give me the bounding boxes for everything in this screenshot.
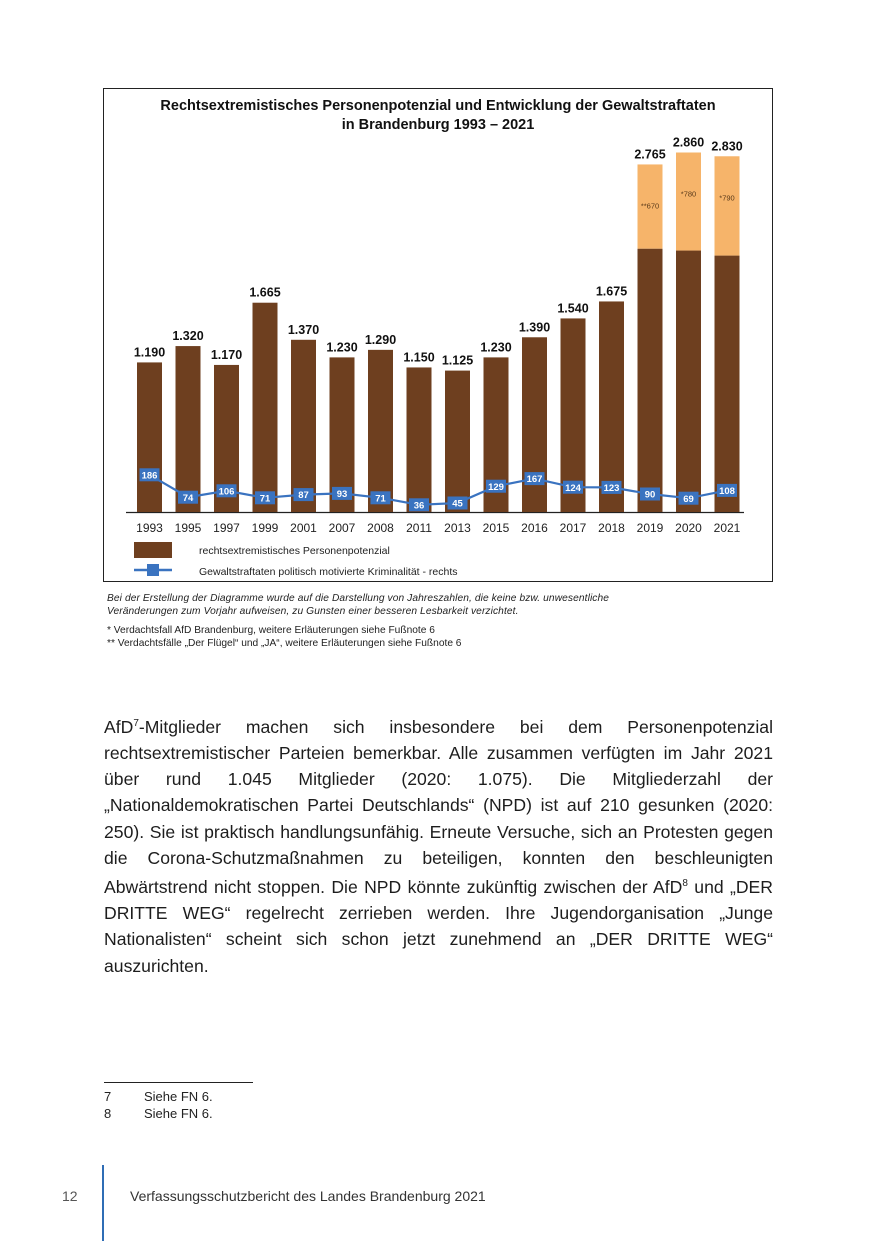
- x-tick-label: 2021: [713, 521, 741, 535]
- bar-total-label: 1.290: [364, 332, 397, 347]
- footnote-8: [104, 1105, 213, 1122]
- line-value-label: 71: [259, 493, 271, 505]
- line-value-label: 167: [526, 474, 543, 486]
- x-tick-label: 2007: [328, 521, 356, 535]
- bar-personenpotenzial: [522, 337, 547, 512]
- bar-personenpotenzial: [253, 303, 278, 512]
- bar-personenpotenzial: [137, 362, 162, 512]
- footnote-7: [104, 1088, 213, 1105]
- x-tick-label: 2016: [521, 521, 548, 535]
- verdachtsfall-label: **670: [640, 201, 660, 211]
- footnote-divider: [104, 1082, 253, 1083]
- line-value-label: 90: [644, 489, 656, 501]
- bar-total-label: 1.230: [480, 340, 512, 355]
- bar-total-label: 1.675: [595, 284, 628, 299]
- body-paragraph: [104, 711, 773, 979]
- bar-total-label: 1.190: [133, 345, 166, 360]
- line-value-label: 123: [603, 483, 620, 494]
- x-tick-label: 2008: [367, 521, 394, 535]
- x-tick-label: 1997: [213, 521, 240, 535]
- x-tick-label: 2001: [290, 521, 317, 535]
- bar-personenpotenzial: [368, 350, 393, 512]
- bar-total-label: 1.390: [518, 320, 551, 335]
- x-tick-label: 2020: [675, 521, 702, 535]
- note-star-1: * Verdachtsfall AfD Brandenburg, weitere Erläuterungen siehe Fußnote 6: [107, 625, 435, 636]
- footnote-text: Siehe FN 6.: [144, 1106, 213, 1121]
- bar-personenpotenzial: [291, 340, 316, 512]
- x-tick-label: 2018: [598, 521, 625, 535]
- note-star-2: ** Verdachtsfälle „Der Flügel“ und „JA“, weitere Erläuterungen siehe Fußnote 6: [107, 638, 462, 649]
- footnote-number: 7: [104, 1089, 112, 1104]
- chart-title-line-1: Rechtsextremistisches Personenpotenzial und Entwicklung der Gewaltstraftaten: [160, 98, 716, 114]
- note-italic-1: Bei der Erstellung der Diagramme wurde auf die Darstellung von Jahreszahlen, die keine bzw. unwesentliche: [107, 593, 610, 604]
- bar-total-label: 2.860: [672, 135, 705, 150]
- bar-verdachtsfall: [715, 156, 740, 255]
- x-tick-label: 2011: [406, 521, 432, 535]
- footnote-ref-7[interactable]: 7: [133, 718, 139, 729]
- legend-swatch-bar: [134, 542, 172, 558]
- legend-swatch-marker: [147, 564, 159, 576]
- line-value-label: 108: [719, 486, 735, 497]
- footer-title: Verfassungsschutzbericht des Landes Brandenburg 2021: [130, 1188, 486, 1204]
- x-tick-label: 2017: [559, 521, 587, 535]
- bar-personenpotenzial: [715, 256, 740, 512]
- bar-total-label: 1.150: [403, 350, 435, 365]
- x-tick-label: 1993: [136, 521, 163, 535]
- bar-personenpotenzial: [599, 301, 624, 512]
- footer-divider: [102, 1165, 104, 1241]
- x-tick-label: 2013: [444, 521, 471, 535]
- bar-total-label: 1.125: [441, 353, 474, 368]
- body-text-a: AfD: [104, 716, 134, 737]
- line-value-label: 186: [141, 470, 158, 482]
- line-value-label: 36: [413, 500, 425, 512]
- verdachtsfall-label: *790: [719, 193, 735, 203]
- line-value-label: 129: [488, 481, 504, 493]
- footnote-text: Siehe FN 6.: [144, 1089, 213, 1104]
- line-value-label: 124: [565, 482, 581, 494]
- bar-personenpotenzial: [676, 251, 701, 512]
- line-value-label: 69: [683, 493, 694, 505]
- bar-total-label: 2.830: [711, 139, 743, 154]
- bar-verdachtsfall: [676, 152, 701, 250]
- footnote-number: 8: [104, 1106, 112, 1121]
- chart-svg: [104, 89, 772, 581]
- chart-title-line-2: in Brandenburg 1993 – 2021: [341, 117, 535, 133]
- line-value-label: 74: [182, 492, 194, 504]
- footnote-ref-8[interactable]: 8: [682, 878, 688, 890]
- chart-notes: [107, 592, 609, 650]
- bar-total-label: 1.320: [172, 329, 204, 344]
- bar-personenpotenzial: [176, 346, 201, 512]
- bar-personenpotenzial: [638, 249, 663, 512]
- footnotes: [104, 1088, 213, 1122]
- chart-frame: [103, 88, 773, 582]
- line-value-label: 87: [298, 490, 309, 502]
- verdachtsfall-label: *780: [680, 189, 697, 199]
- page-number: 12: [62, 1188, 78, 1204]
- x-tick-label: 1995: [174, 521, 202, 535]
- x-tick-label: 2019: [636, 521, 664, 535]
- line-value-label: 71: [375, 493, 386, 505]
- bar-total-label: 1.230: [326, 340, 358, 355]
- bar-total-label: 1.540: [557, 301, 589, 316]
- bar-total-label: 2.765: [634, 147, 666, 162]
- line-value-label: 93: [336, 489, 348, 500]
- legend-label-line: Gewaltstraftaten politisch motivierte Kriminalität - rechts: [199, 566, 458, 578]
- bar-personenpotenzial: [445, 371, 470, 512]
- body-text-c: und „DER DRITTE WEG“ regelrecht zerrieben werden. Ihre Jugendorganisation „Junge Nationalisten“ scheint sich schon jetzt zunehmend an „DER DRITTE WEG“ auszurichten.: [104, 876, 773, 976]
- x-tick-label: 2015: [482, 521, 510, 535]
- line-value-label: 106: [218, 486, 235, 498]
- legend-label-bar: rechtsextremistisches Personenpotenzial: [199, 545, 390, 557]
- bar-total-label: 1.665: [249, 285, 281, 300]
- bar-personenpotenzial: [407, 367, 432, 512]
- line-value-label: 45: [452, 498, 463, 510]
- bar-total-label: 1.170: [210, 347, 243, 362]
- bar-total-label: 1.370: [287, 322, 320, 337]
- body-text-b: -Mitglieder machen sich insbesondere bei dem Personenpotenzial rechtsextremistischer Parteien bemerkbar. Alle zusammen verfügten im Jahr 2021 über rund 1.045 Mitglieder (2020: 1.075). Die Mitgliederzahl der „Nationaldemokratischen Partei Deutschlands“ (NPD) ist auf 210 gesunken (2020: 250). Sie ist praktisch handlungsunfähig. Erneute Versuche, sich an Protesten gegen die Corona-Schutzmaßnahmen zu beteiligen, konnten den beschleunigten Abwärtstrend nicht stoppen. Die NPD könnte zukünftig zwischen der AfD: [104, 716, 773, 897]
- note-italic-2: Veränderungen zum Vorjahr aufweisen, zu Gunsten einer besseren Lesbarkeit verzichtet.: [107, 606, 519, 617]
- x-tick-label: 1999: [251, 521, 279, 535]
